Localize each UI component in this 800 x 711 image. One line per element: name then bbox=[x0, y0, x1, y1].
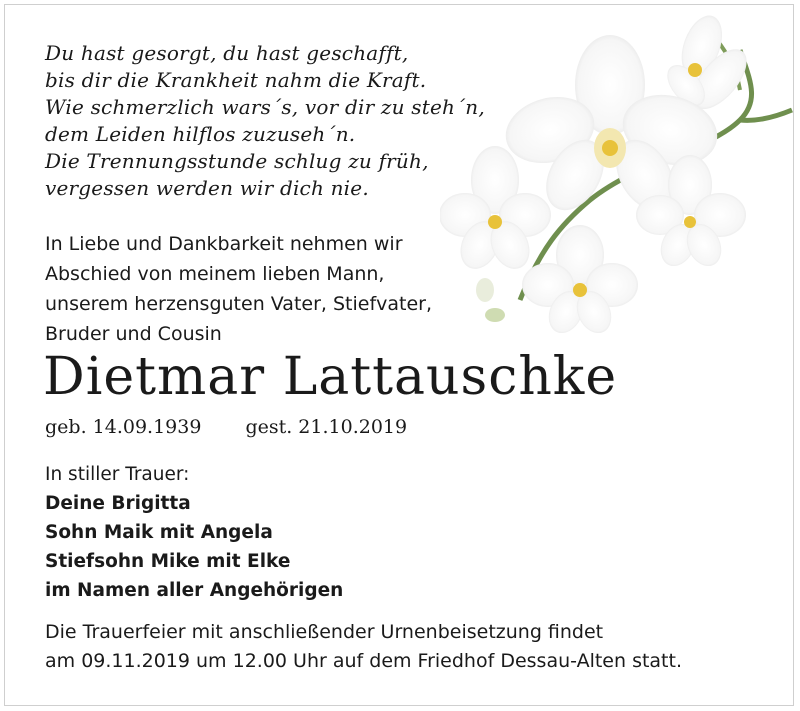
death-date: gest. 21.10.2019 bbox=[245, 416, 408, 438]
mourner-name: Deine Brigitta bbox=[45, 493, 191, 514]
notice-line: am 09.11.2019 um 12.00 Uhr auf dem Friedhof Dessau-Alten statt. bbox=[45, 650, 683, 672]
intro-line: Bruder und Cousin bbox=[45, 323, 222, 345]
mourner-name: im Namen aller Angehörigen bbox=[45, 580, 344, 601]
poem-line: Die Trennungsstunde schlug zu früh, bbox=[45, 149, 429, 173]
poem bbox=[45, 40, 485, 202]
birth-date: geb. 14.09.1939 bbox=[45, 416, 202, 438]
funeral-notice bbox=[45, 618, 682, 676]
deceased-name: Dietmar Lattauschke bbox=[43, 347, 618, 407]
mourners-heading: In stiller Trauer: bbox=[45, 464, 190, 485]
poem-line: dem Leiden hilflos zuzuseh´n. bbox=[45, 122, 356, 146]
poem-line: vergessen werden wir dich nie. bbox=[45, 176, 369, 200]
poem-line: Wie schmerzlich wars´s, vor dir zu steh´n, bbox=[45, 95, 485, 119]
notice-line: Die Trauerfeier mit anschließender Urnenbeisetzung findet bbox=[45, 621, 604, 643]
intro-line: Abschied von meinem lieben Mann, bbox=[45, 263, 385, 285]
intro-line: In Liebe und Dankbarkeit nehmen wir bbox=[45, 233, 403, 255]
poem-line: Du hast gesorgt, du hast geschafft, bbox=[45, 41, 409, 65]
mourner-name: Stiefsohn Mike mit Elke bbox=[45, 551, 291, 572]
orchid-image bbox=[440, 10, 795, 340]
intro-text bbox=[45, 229, 432, 349]
poem-line: bis dir die Krankheit nahm die Kraft. bbox=[45, 68, 427, 92]
life-dates bbox=[45, 416, 407, 438]
mourner-name: Sohn Maik mit Angela bbox=[45, 522, 273, 543]
mourners bbox=[45, 460, 343, 605]
intro-line: unserem herzensguten Vater, Stiefvater, bbox=[45, 293, 433, 315]
